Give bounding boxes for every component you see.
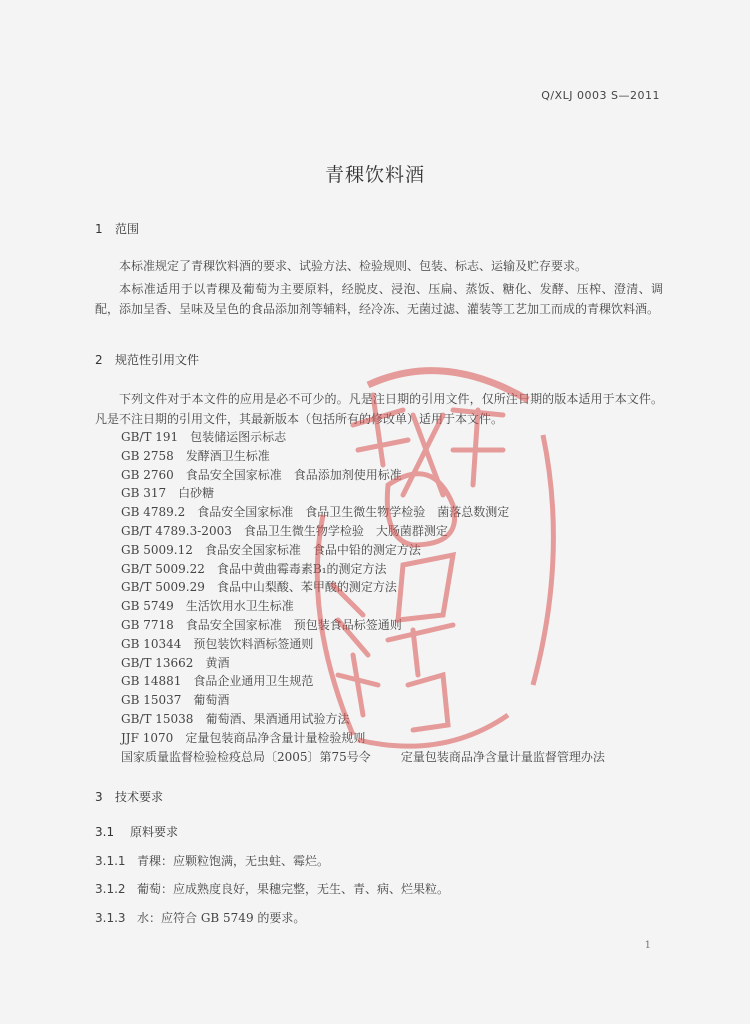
reference-item: JJF 1070 定量包装商品净含量计量检验规则	[121, 730, 366, 745]
reference-item: GB/T 15038 葡萄酒、果酒通用试验方法	[121, 711, 350, 726]
requirement-item: 3.1.2 葡萄：应成熟度良好，果穗完整，无生、青、病、烂果粒。	[95, 882, 450, 896]
reference-item: GB 5009.12 食品安全国家标准 食品中铅的测定方法	[121, 542, 421, 557]
page-number: 1	[644, 940, 651, 951]
section-3-1-number: 3.1	[95, 825, 115, 839]
reference-item: 国家质量监督检验检疫总局〔2005〕第75号令 定量包装商品净含量计量监督管理办法	[121, 749, 605, 764]
section-2-heading	[95, 351, 199, 368]
reference-item: GB 2760 食品安全国家标准 食品添加剂使用标准	[121, 467, 402, 482]
references-intro: 下列文件对于本文件的应用是必不可少的。凡是注日期的引用文件，仅所注日期的版本适用于本文件。凡是不注日期的引用文件，其最新版本（包括所有的修改单）适用于本文件。	[95, 392, 663, 426]
reference-item: GB 317 白砂糖	[121, 486, 215, 501]
reference-item: GB 14881 食品企业通用卫生规范	[121, 674, 314, 689]
section-3-1-heading	[95, 823, 178, 840]
reference-item: GB 5749 生活饮用水卫生标准	[121, 599, 294, 614]
scope-paragraph-2: 本标准适用于以青稞及葡萄为主要原料，经脱皮、浸泡、压扁、蒸饭、糖化、发酵、压榨、澄清、调配，添加呈香、呈味及呈色的食品添加剂等辅料，经冷冻、无菌过滤、灌装等工艺加工而成的青稞饮料酒。	[95, 282, 663, 316]
requirement-item: 3.1.1 青稞：应颗粒饱满，无虫蛀、霉烂。	[95, 854, 330, 868]
section-1-title: 范围	[115, 222, 140, 236]
requirement-item: 3.1.3 水：应符合 GB 5749 的要求。	[95, 911, 306, 925]
reference-list	[121, 428, 605, 766]
reference-item: GB/T 5009.29 食品中山梨酸、苯甲酸的测定方法	[121, 580, 397, 595]
section-3-title: 技术要求	[115, 790, 164, 804]
section-3-heading	[95, 788, 163, 805]
reference-item: GB/T 4789.3-2003 食品卫生微生物学检验 大肠菌群测定	[121, 523, 448, 538]
reference-item: GB 2758 发酵酒卫生标准	[121, 448, 270, 463]
reference-item: GB/T 13662 黄酒	[121, 655, 230, 670]
document-title: 青稞饮料酒	[324, 164, 425, 186]
reference-item: GB 15037 葡萄酒	[121, 693, 230, 708]
reference-item: GB/T 5009.22 食品中黄曲霉毒素B₁的测定方法	[121, 561, 387, 576]
section-1-number: 1	[95, 222, 103, 236]
section-3-1-title: 原料要求	[130, 825, 179, 839]
scope-paragraph-1: 本标准规定了青稞饮料酒的要求、试验方法、检验规则、包装、标志、运输及贮存要求。	[119, 259, 588, 273]
reference-item: GB/T 191 包装储运图示标志	[121, 430, 287, 444]
reference-item: GB 4789.2 食品安全国家标准 食品卫生微生物学检验 菌落总数测定	[121, 505, 510, 520]
standard-code: Q/XLJ 0003 S—2011	[541, 89, 660, 102]
reference-item: GB 7718 食品安全国家标准 预包装食品标签通则	[121, 617, 402, 632]
section-2-title: 规范性引用文件	[115, 353, 200, 367]
section-2-number: 2	[95, 353, 103, 367]
reference-item: GB 10344 预包装饮料酒标签通则	[121, 636, 314, 651]
section-3-number: 3	[95, 790, 103, 804]
section-1-heading	[95, 220, 139, 237]
